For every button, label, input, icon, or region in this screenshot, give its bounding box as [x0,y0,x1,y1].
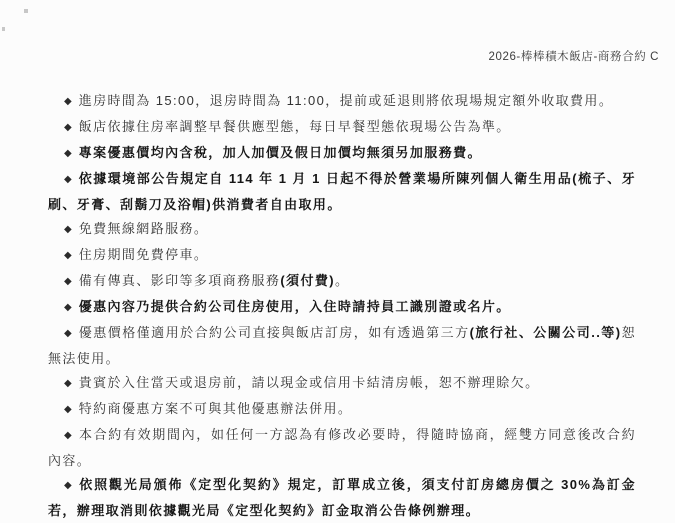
term-item [48,167,636,217]
term-text: 住房期間免費停車。 [78,247,209,262]
term-text: 專案優惠價均內含稅，加人加價及假日加價均無須另加服務費。 [78,145,482,160]
term-text: 恕無法使用。 [48,325,636,366]
bullet-diamond-icon: ◆ [64,378,72,389]
term-text: 特約商優惠方案不可與其他優惠辦法併用。 [78,401,353,416]
bullet-diamond-icon: ◆ [64,96,72,107]
bullet-diamond-icon: ◆ [64,148,72,159]
term-text: 貴賓於入住當天或退房前，請以現金或信用卡結清房帳，恕不辦理賒欠。 [78,375,540,390]
term-text: 進房時間為 15:00，退房時間為 11:00，提前或延退則將依現場規定額外收取費用。 [78,93,614,108]
term-text: (須付費) [280,273,335,288]
term-text: 本合約有效期間內，如任何一方認為有修改必要時，得隨時協商，經雙方同意後改合約內容。 [48,427,636,468]
term-item [48,89,636,115]
bullet-diamond-icon: ◆ [64,174,72,185]
term-text: 備有傳真、影印等多項商務服務 [78,273,281,288]
bullet-diamond-icon: ◆ [64,276,72,287]
term-text: (旅行社、公關公司..等) [469,325,622,340]
term-item [48,423,636,473]
term-item [48,217,636,243]
term-text: 優惠內容乃提供合約公司住房使用，入住時請持員工識別證或名片。 [78,299,511,314]
term-text: 。 [334,273,350,288]
bullet-diamond-icon: ◆ [64,122,72,133]
bullet-diamond-icon: ◆ [64,250,72,261]
term-text: 依據環境部公告規定自 114 年 1 月 1 日起不得於營業場所陳列個人衛生用品(梳子、牙刷、牙膏、刮鬍刀及浴帽)供消費者自由取用。 [48,171,636,212]
term-item [48,269,636,295]
term-text: 免費無線網路服務。 [78,221,209,236]
term-text: 優惠價格僅適用於合約公司直接與飯店訂房，如有透過第三方 [78,325,470,340]
term-item [48,115,636,141]
term-item [48,321,636,371]
bullet-diamond-icon: ◆ [64,430,72,441]
terms-list [48,89,636,523]
scan-artifact-speck [2,27,5,31]
bullet-diamond-icon: ◆ [64,302,72,313]
term-text: 依照觀光局頒佈《定型化契約》規定，訂單成立後，須支付訂房總房價之 30%為訂金若，辦理取消則依據觀光局《定型化契約》訂金取消公告條例辦理。 [48,477,636,518]
scan-artifact-speck [24,9,28,13]
bullet-diamond-icon: ◆ [64,480,73,491]
term-item [48,473,636,523]
document-title: 2026-棒棒積木飯店-商務合約 C [488,51,659,63]
bullet-diamond-icon: ◆ [64,328,72,339]
term-item [48,243,636,269]
term-item [48,295,636,321]
term-item [48,141,636,167]
term-item [48,371,636,397]
term-item [48,397,636,423]
bullet-diamond-icon: ◆ [64,224,72,235]
bullet-diamond-icon: ◆ [64,404,72,415]
term-text: 飯店依據住房率調整早餐供應型態，每日早餐型態依現場公告為準。 [78,119,511,134]
